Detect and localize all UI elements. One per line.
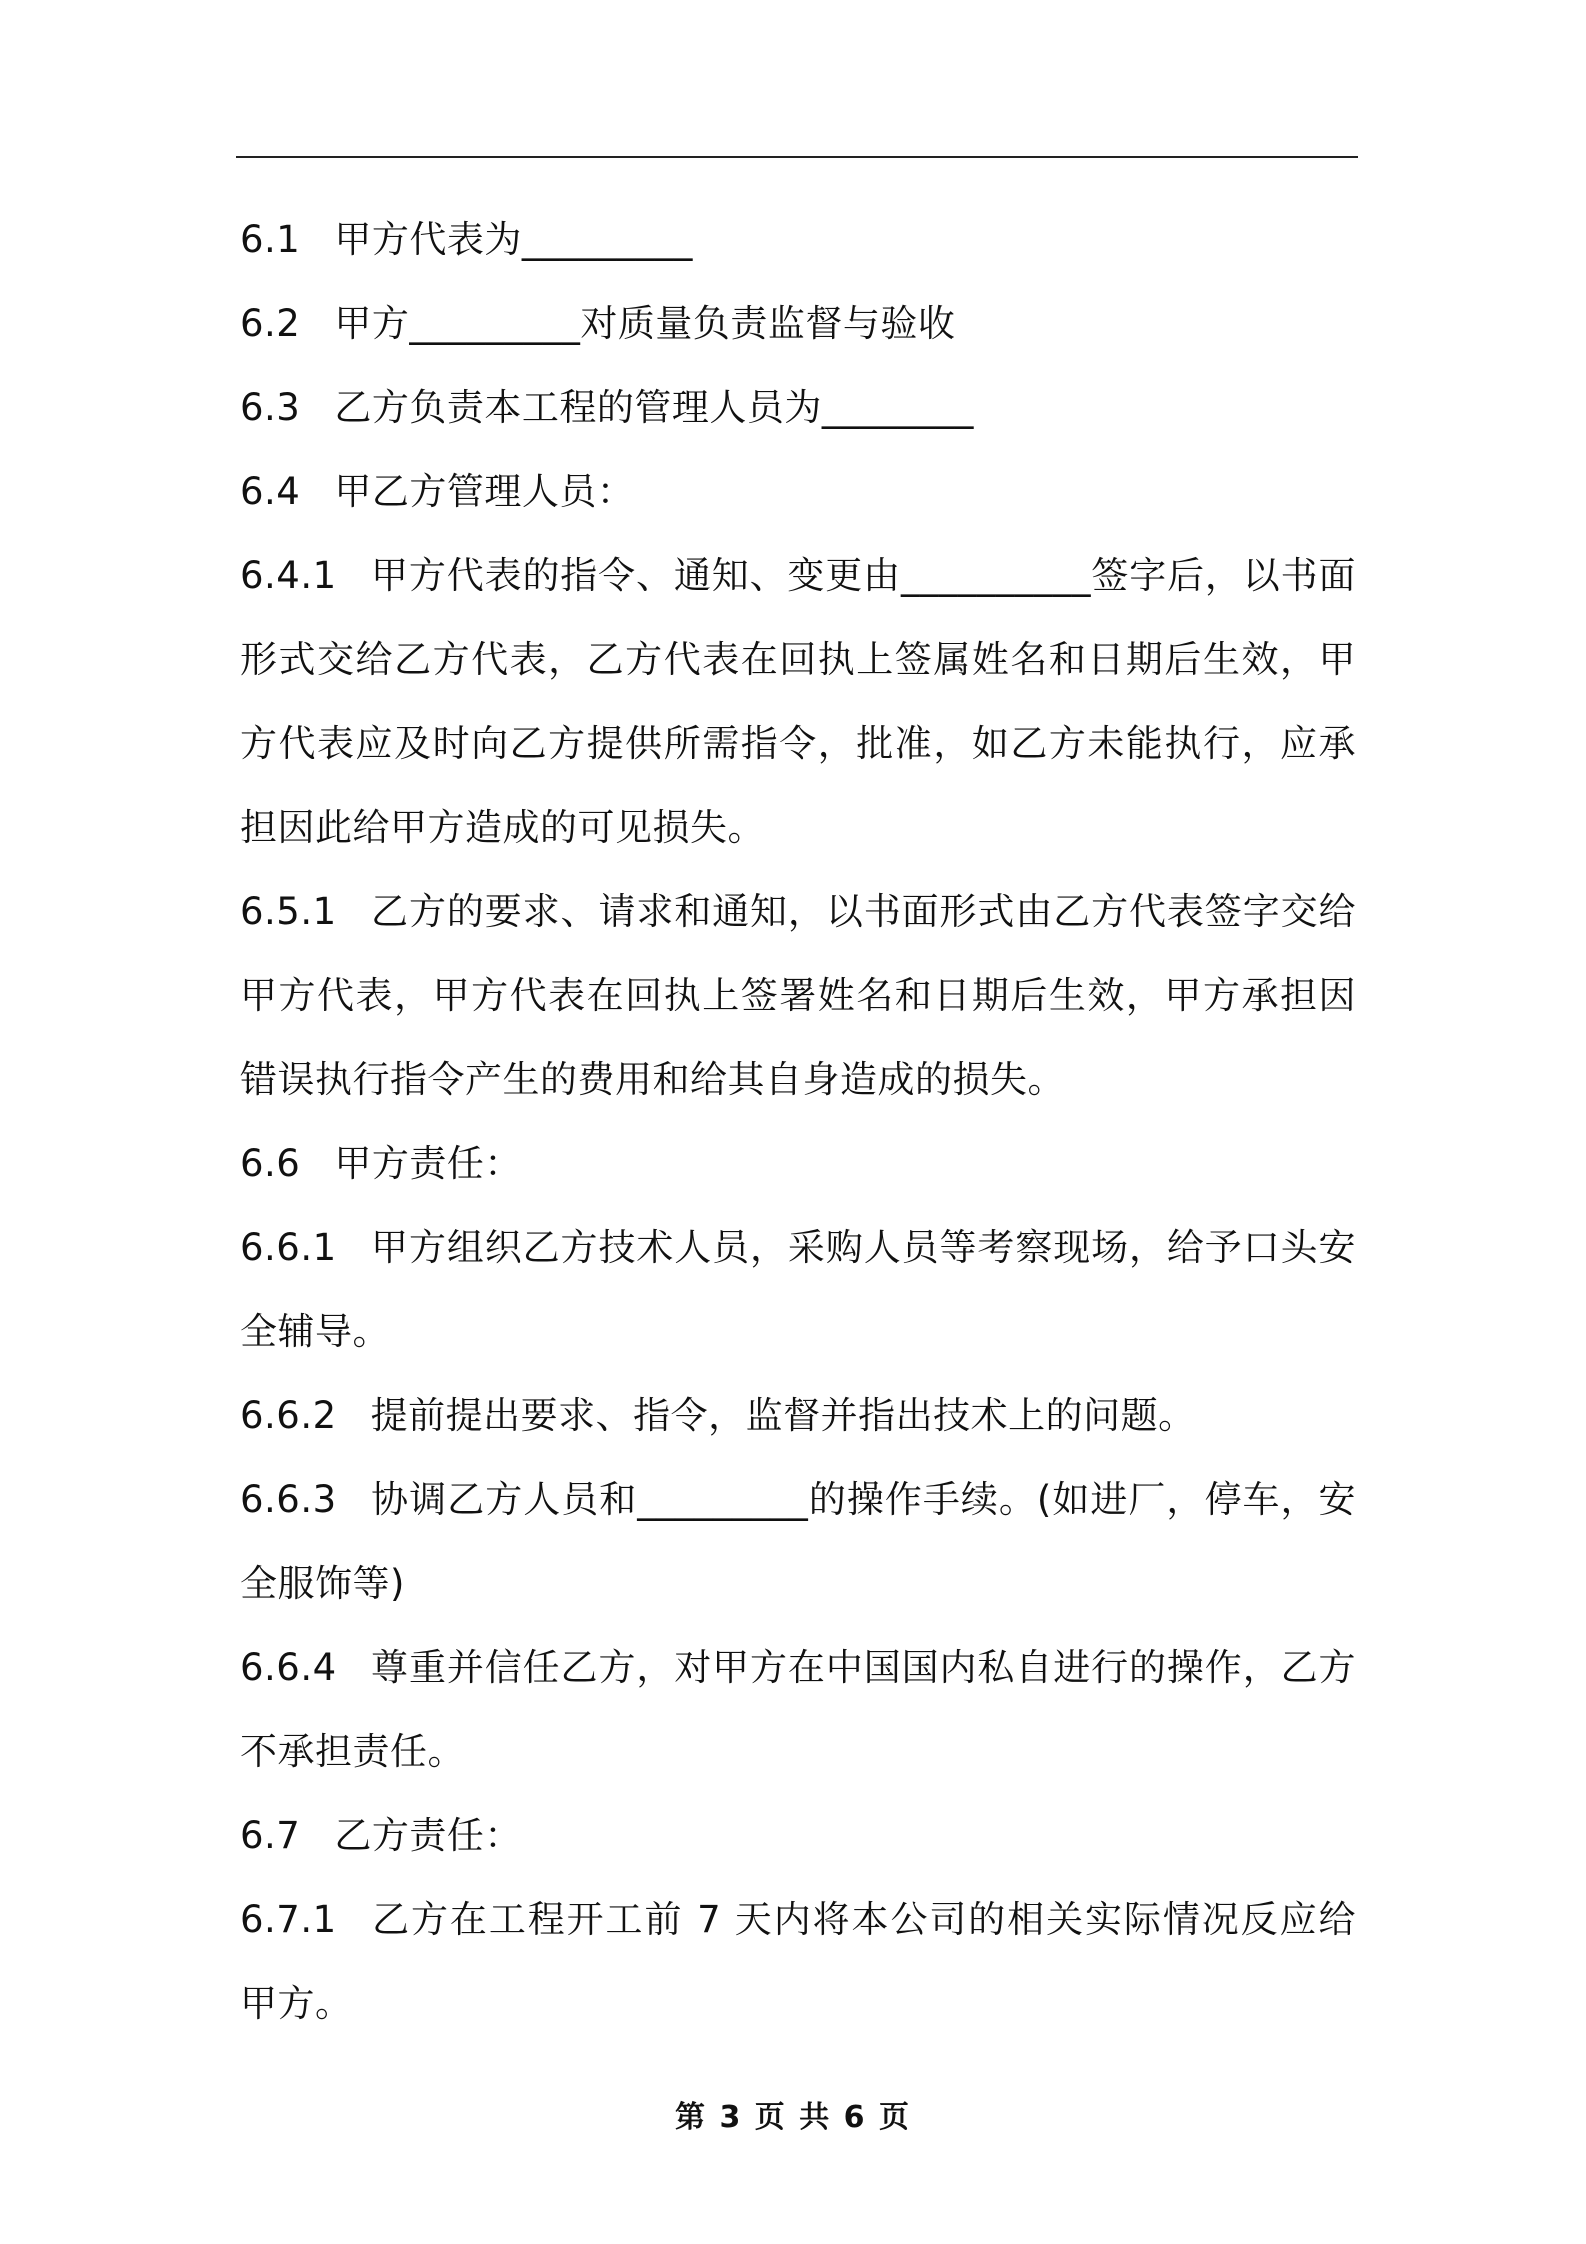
clause-text: 协调乙方人员和_________的操作手续。(如进厂，停车，安全服饰等) <box>240 1478 1356 1605</box>
clause-6-7-1 <box>240 1878 1356 2046</box>
clause-text: 乙方责任： <box>334 1814 522 1857</box>
clause-6-5-1 <box>240 870 1356 1122</box>
clause-6-6-4 <box>240 1626 1356 1794</box>
clause-6-6 <box>240 1122 1356 1206</box>
clause-number: 6.6.1 <box>240 1226 337 1269</box>
clause-text: 甲方责任： <box>334 1142 522 1185</box>
clause-text: 甲乙方管理人员： <box>334 470 635 513</box>
clause-number: 6.4 <box>240 470 301 513</box>
clause-6-6-2 <box>240 1374 1356 1458</box>
header-rule <box>236 156 1358 158</box>
clause-number: 6.6.4 <box>240 1646 337 1689</box>
clause-6-4-1 <box>240 534 1356 870</box>
clause-number: 6.6 <box>240 1142 301 1185</box>
clause-number: 6.2 <box>240 302 301 345</box>
clause-6-2 <box>240 282 1356 366</box>
clause-number: 6.7.1 <box>240 1898 337 1941</box>
clause-number: 6.1 <box>240 218 301 261</box>
clause-number: 6.6.3 <box>240 1478 337 1521</box>
clause-text: 提前提出要求、指令，监督并指出技术上的问题。 <box>370 1394 1196 1437</box>
clause-text: 尊重并信任乙方，对甲方在中国国内私自进行的操作，乙方不承担责任。 <box>240 1646 1356 1773</box>
clause-text: 甲方代表的指令、通知、变更由__________签字后，以书面形式交给乙方代表，乙方代表在回执上签属姓名和日期后生效，甲方代表应及时向乙方提供所需指令，批准，如乙方未能执行，应承担因此给甲方造成的可见损失。 <box>240 554 1356 849</box>
clause-text: 甲方代表为_________ <box>334 218 693 261</box>
clause-6-1 <box>240 198 1356 282</box>
clause-6-7 <box>240 1794 1356 1878</box>
clause-number: 6.4.1 <box>240 554 337 597</box>
clause-text: 乙方的要求、请求和通知，以书面形式由乙方代表签字交给甲方代表，甲方代表在回执上签署姓名和日期后生效，甲方承担因错误执行指令产生的费用和给其自身造成的损失。 <box>240 890 1356 1101</box>
clause-6-6-3 <box>240 1458 1356 1626</box>
page-number-footer: 第 3 页 共 6 页 <box>675 2100 911 2135</box>
document-body <box>240 198 1356 2046</box>
clause-text: 甲方组织乙方技术人员，采购人员等考察现场，给予口头安全辅导。 <box>240 1226 1356 1353</box>
clause-number: 6.5.1 <box>240 890 337 933</box>
clause-6-6-1 <box>240 1206 1356 1374</box>
clause-6-4 <box>240 450 1356 534</box>
clause-text: 乙方负责本工程的管理人员为________ <box>334 386 974 429</box>
clause-text: 乙方在工程开工前 7 天内将本公司的相关实际情况反应给甲方。 <box>240 1898 1356 2025</box>
clause-number: 6.3 <box>240 386 301 429</box>
clause-6-3 <box>240 366 1356 450</box>
clause-number: 6.7 <box>240 1814 301 1857</box>
clause-number: 6.6.2 <box>240 1394 337 1437</box>
clause-text: 甲方_________对质量负责监督与验收 <box>334 302 956 345</box>
